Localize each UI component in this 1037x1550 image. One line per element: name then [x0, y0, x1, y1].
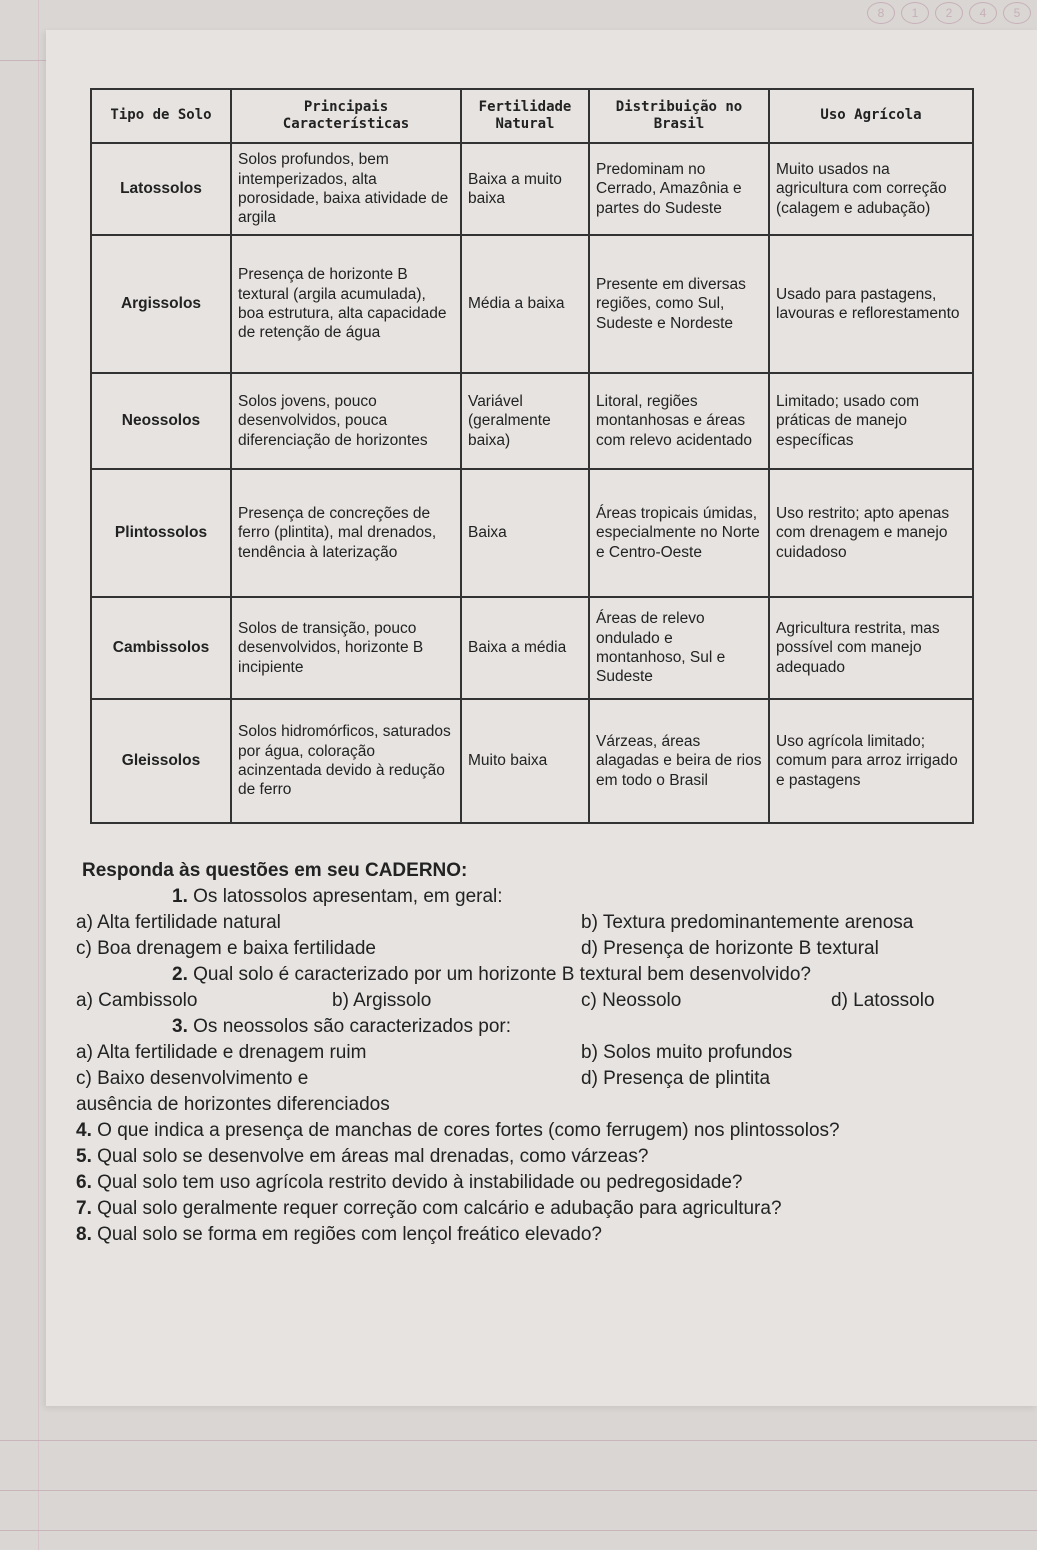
- questions-title: Responda às questões em seu CADERNO:: [82, 860, 468, 881]
- question-text: Qual solo se desenvolve em áreas mal drenadas, como várzeas?: [97, 1146, 649, 1167]
- notebook-line: [0, 1490, 1037, 1491]
- notebook-margin-line: [38, 0, 39, 1550]
- table-row: [91, 469, 973, 597]
- page-circle: 5: [1003, 2, 1031, 24]
- option-b: b) Solos muito profundos: [581, 1042, 793, 1063]
- table-header-row: [91, 89, 973, 143]
- options-row: [76, 1040, 1006, 1066]
- question-4: [76, 1118, 1006, 1144]
- question-number: 5.: [76, 1146, 92, 1167]
- question-2: [172, 962, 1006, 988]
- option-d: d) Presença de plintita: [581, 1068, 771, 1089]
- question-number: 8.: [76, 1224, 92, 1245]
- table-row: [91, 235, 973, 373]
- cell-tipo: Argissolos: [91, 235, 231, 373]
- page-circle: 4: [969, 2, 997, 24]
- option-c: c) Baixo desenvolvimento e: [76, 1068, 309, 1089]
- question-text: O que indica a presença de manchas de cores fortes (como ferrugem) nos plintossolos?: [97, 1120, 840, 1141]
- option-c: c) Boa drenagem e baixa fertilidade: [76, 938, 376, 959]
- option-b: b) Textura predominantemente arenosa: [581, 912, 914, 933]
- cell-fertilidade: Baixa a média: [461, 597, 589, 699]
- cell-caracteristicas: Solos jovens, pouco desenvolvidos, pouca diferenciação de horizontes: [231, 373, 461, 469]
- cell-caracteristicas: Presença de horizonte B textural (argila acumulada), boa estrutura, alta capacidade de retenção de água: [231, 235, 461, 373]
- cell-distribuicao: Litoral, regiões montanhosas e áreas com relevo acidentado: [589, 373, 769, 469]
- notebook-line: [0, 1440, 1037, 1441]
- question-number: 6.: [76, 1172, 92, 1193]
- cell-distribuicao: Várzeas, áreas alagadas e beira de rios em todo o Brasil: [589, 699, 769, 823]
- option-a: a) Cambissolo: [76, 990, 198, 1011]
- table-row: [91, 373, 973, 469]
- cell-fertilidade: Média a baixa: [461, 235, 589, 373]
- question-6: [76, 1170, 1006, 1196]
- question-number: 1.: [172, 886, 188, 907]
- cell-fertilidade: Baixa: [461, 469, 589, 597]
- question-text: Qual solo geralmente requer correção com calcário e adubação para agricultura?: [97, 1198, 782, 1219]
- cell-uso: Uso agrícola limitado; comum para arroz irrigado e pastagens: [769, 699, 973, 823]
- cell-distribuicao: Áreas de relevo ondulado e montanhoso, Sul e Sudeste: [589, 597, 769, 699]
- header-uso: Uso Agrícola: [769, 89, 973, 143]
- question-number: 4.: [76, 1120, 92, 1141]
- cell-distribuicao: Predominam no Cerrado, Amazônia e partes do Sudeste: [589, 143, 769, 235]
- cell-tipo: Gleissolos: [91, 699, 231, 823]
- cell-caracteristicas: Solos de transição, pouco desenvolvidos, horizonte B incipiente: [231, 597, 461, 699]
- question-7: [76, 1196, 1006, 1222]
- page-circle: 8: [867, 2, 895, 24]
- options-row: [76, 1066, 1006, 1092]
- question-8: [76, 1222, 1006, 1248]
- cell-fertilidade: Variável (geralmente baixa): [461, 373, 589, 469]
- option-a: a) Alta fertilidade e drenagem ruim: [76, 1042, 367, 1063]
- question-1: [172, 884, 1006, 910]
- cell-uso: Limitado; usado com práticas de manejo específicas: [769, 373, 973, 469]
- cell-caracteristicas: Solos profundos, bem intemperizados, alta porosidade, baixa atividade de argila: [231, 143, 461, 235]
- question-number: 3.: [172, 1016, 188, 1037]
- question-text: Qual solo se forma em regiões com lençol freático elevado?: [97, 1224, 602, 1245]
- cell-distribuicao: Áreas tropicais úmidas, especialmente no Norte e Centro-Oeste: [589, 469, 769, 597]
- question-number: 7.: [76, 1198, 92, 1219]
- cell-uso: Usado para pastagens, lavouras e reflorestamento: [769, 235, 973, 373]
- cell-tipo: Neossolos: [91, 373, 231, 469]
- option-d: d) Presença de horizonte B textural: [581, 938, 879, 959]
- cell-fertilidade: Baixa a muito baixa: [461, 143, 589, 235]
- option-c: c) Neossolo: [581, 990, 682, 1011]
- cell-distribuicao: Presente em diversas regiões, como Sul, Sudeste e Nordeste: [589, 235, 769, 373]
- question-5: [76, 1144, 1006, 1170]
- cell-tipo: Cambissolos: [91, 597, 231, 699]
- options-row: [76, 910, 1006, 936]
- cell-fertilidade: Muito baixa: [461, 699, 589, 823]
- questions-section: [76, 858, 1006, 1248]
- cell-caracteristicas: Presença de concreções de ferro (plintita), mal drenados, tendência à laterização: [231, 469, 461, 597]
- soil-table: [90, 88, 974, 824]
- options-row: [76, 936, 1006, 962]
- page-circle: 1: [901, 2, 929, 24]
- cell-tipo: Latossolos: [91, 143, 231, 235]
- question-3: [172, 1014, 1006, 1040]
- table-row: [91, 699, 973, 823]
- table-row: [91, 597, 973, 699]
- question-number: 2.: [172, 964, 188, 985]
- cell-uso: Uso restrito; apto apenas com drenagem e manejo cuidadoso: [769, 469, 973, 597]
- header-fertilidade: Fertilidade Natural: [461, 89, 589, 143]
- notebook-line: [0, 1530, 1037, 1531]
- question-text: Os neossolos são caracterizados por:: [193, 1016, 512, 1037]
- header-caracteristicas: Principais Características: [231, 89, 461, 143]
- option-d: d) Latossolo: [831, 990, 935, 1011]
- option-a: a) Alta fertilidade natural: [76, 912, 281, 933]
- header-distribuicao: Distribuição no Brasil: [589, 89, 769, 143]
- page-number-circles: [867, 2, 1031, 24]
- table-row: [91, 143, 973, 235]
- option-b: b) Argissolo: [332, 990, 432, 1011]
- question-text: Qual solo é caracterizado por um horizonte B textural bem desenvolvido?: [193, 964, 811, 985]
- question-text: Qual solo tem uso agrícola restrito devido à instabilidade ou pedregosidade?: [97, 1172, 743, 1193]
- cell-uso: Muito usados na agricultura com correção (calagem e adubação): [769, 143, 973, 235]
- cell-uso: Agricultura restrita, mas possível com manejo adequado: [769, 597, 973, 699]
- options-row: [76, 988, 1006, 1014]
- header-tipo: Tipo de Solo: [91, 89, 231, 143]
- page-circle: 2: [935, 2, 963, 24]
- cell-tipo: Plintossolos: [91, 469, 231, 597]
- question-text: Os latossolos apresentam, em geral:: [193, 886, 503, 907]
- option-c-continuation: ausência de horizontes diferenciados: [76, 1094, 390, 1115]
- cell-caracteristicas: Solos hidromórficos, saturados por água, coloração acinzentada devido à redução de ferro: [231, 699, 461, 823]
